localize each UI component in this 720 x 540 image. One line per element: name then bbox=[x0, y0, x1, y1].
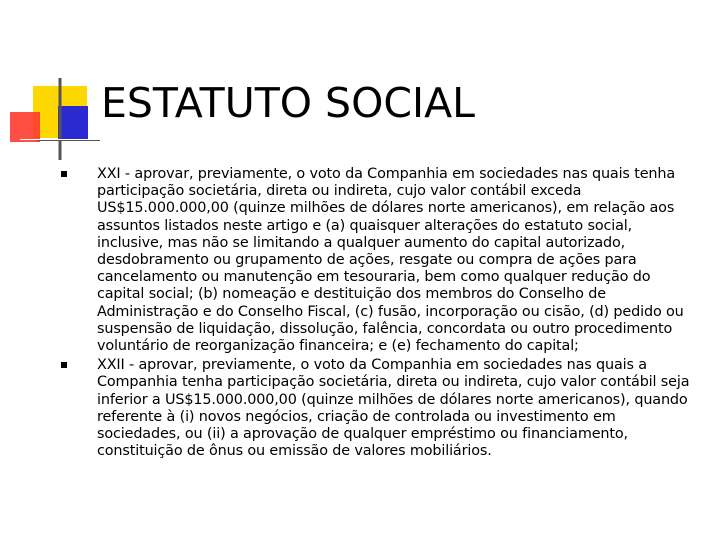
slide-title: ESTATUTO SOCIAL bbox=[101, 79, 475, 127]
bullet-item-xxi bbox=[60, 166, 700, 355]
blue-square-shape bbox=[58, 106, 88, 140]
red-square-shape bbox=[10, 112, 40, 142]
square-bullet-icon bbox=[61, 362, 67, 368]
decorative-corner-graphic bbox=[0, 0, 100, 170]
title-divider bbox=[20, 139, 700, 140]
bullet-item-xxii bbox=[60, 357, 700, 460]
square-bullet-icon bbox=[61, 171, 67, 177]
bullet-text-xxii: XXII - aprovar, previamente, o voto da Companhia em sociedades nas quais a Companhia tenha participação societária, direta ou indireta, cujo valor contábil seja inferior a US$15.000.000,00 (quinze milhões de dólares norte americanos), quando referente à (i) novos negócios, criação de controlada ou investimento em sociedades, ou (ii) a aprovação de qualquer empréstimo ou financiamento, constituição de ônus ou emissão de valores mobiliários. bbox=[97, 357, 690, 460]
bullet-text-xxi: XXI - aprovar, previamente, o voto da Companhia em sociedades nas quais tenha participação societária, direta ou indireta, cujo valor contábil exceda US$15.000.000,00 (quinze milhões de dólares norte americanos), em relação aos assuntos listados neste artigo e (a) quaisquer alterações do estatuto social, inclusive, mas não se limitando a qualquer aumento do capital autorizado, desdobramento ou grupamento de ações, resgate ou compra de ações para cancelamento ou manutenção em tesouraria, bem como qualquer redução do capital social; (b) nomeação e destituição dos membros do Conselho de Administração e do Conselho Fiscal, (c) fusão, incorporação ou cisão, (d) pedido ou suspensão de liquidação, dissolução, falência, concordata ou outro procedimento voluntário de reorganização financeira; e (e) fechamento do capital; bbox=[97, 166, 684, 355]
bullet-list bbox=[60, 166, 700, 460]
